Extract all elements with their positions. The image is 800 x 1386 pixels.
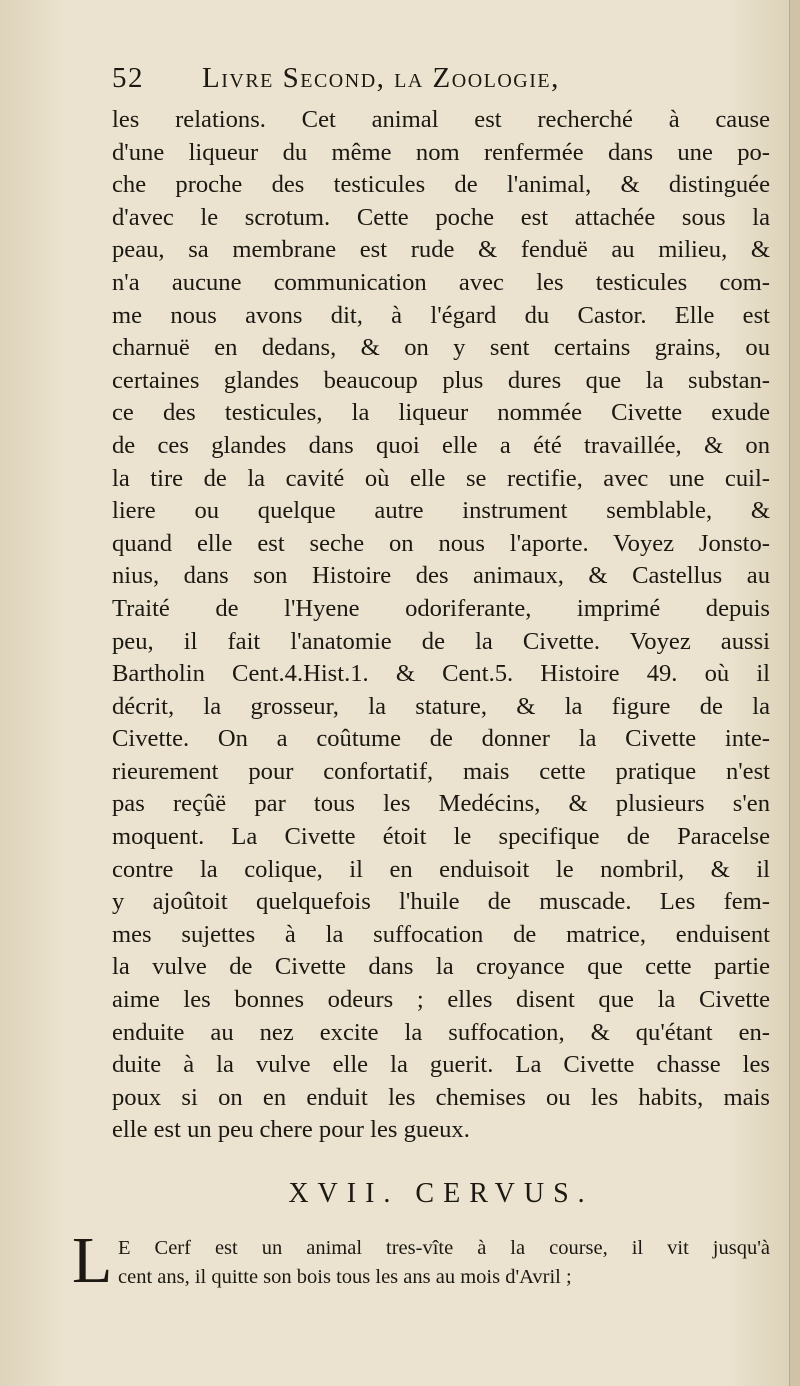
text-line: n'a aucune communication avec les testicules com- bbox=[112, 268, 770, 296]
text-line: certaines glandes beaucoup plus dures que la substan- bbox=[112, 366, 770, 394]
text-line: me nous avons dit, à l'égard du Castor. Elle est bbox=[112, 301, 770, 329]
text-line: mes sujettes à la suffocation de matrice, enduisent bbox=[112, 920, 770, 948]
text-line: poux si on en enduit les chemises ou les habits, mais bbox=[112, 1083, 770, 1111]
text-line: cent ans, il quitte son bois tous les ans au mois d'Avril ; bbox=[118, 1266, 572, 1288]
paragraph-cervus bbox=[118, 1234, 770, 1292]
text-line: d'une liqueur du même nom renfermée dans une po- bbox=[112, 138, 770, 166]
text-line: pas reçûë par tous les Medécins, & plusieurs s'en bbox=[112, 790, 770, 818]
text-line: che proche des testicules de l'animal, & distinguée bbox=[112, 171, 770, 199]
text-line: peu, il fait l'anatomie de la Civette. Voyez aussi bbox=[112, 627, 770, 655]
text-line: d'avec le scrotum. Cette poche est attachée sous la bbox=[112, 203, 770, 231]
text-line: y ajoûtoit quelquefois l'huile de muscade. Les fem- bbox=[112, 888, 770, 916]
text-line: de ces glandes dans quoi elle a été travaillée, & on bbox=[112, 431, 770, 459]
text-line: contre la colique, il en enduisoit le nombril, & il bbox=[112, 855, 770, 883]
text-line: rieurement pour confortatif, mais cette pratique n'est bbox=[112, 757, 770, 785]
text-line: quand elle est seche on nous l'aporte. Voyez Jonsto- bbox=[112, 529, 770, 557]
text-line: duite à la vulve elle la guerit. La Civette chasse les bbox=[112, 1051, 770, 1079]
text-line: charnuë en dedans, & on y sent certains grains, ou bbox=[112, 334, 770, 362]
running-title: Livre Second, la Zoologie, bbox=[202, 62, 560, 94]
text-line: la tire de la cavité où elle se rectifie, avec une cuil- bbox=[112, 464, 770, 492]
text-line: elle est un peu chere pour les gueux. bbox=[112, 1116, 470, 1144]
section-title: XVII. CERVUS. bbox=[288, 1178, 594, 1209]
page-number: 52 bbox=[112, 62, 144, 94]
text-line: peau, sa membrane est rude & fenduë au milieu, & bbox=[112, 236, 770, 264]
text-line: ce des testicules, la liqueur nommée Civette exude bbox=[112, 399, 770, 427]
text-line: moquent. La Civette étoit le specifique de Paracelse bbox=[112, 823, 770, 851]
running-header bbox=[112, 62, 672, 102]
text-line: nius, dans son Histoire des animaux, & Castellus au bbox=[112, 562, 770, 590]
text-line: Traité de l'Hyene odoriferante, imprimé depuis bbox=[112, 594, 770, 622]
text-line: E Cerf est un animal tres-vîte à la course, il vit jusqu'à bbox=[118, 1237, 770, 1259]
text-line: liere ou quelque autre instrument semblable, & bbox=[112, 497, 770, 525]
paragraph-civette bbox=[112, 104, 770, 1147]
drop-cap: L bbox=[72, 1224, 113, 1297]
text-line: Civette. On a coûtume de donner la Civette inte- bbox=[112, 725, 770, 753]
text-line: enduite au nez excite la suffocation, & qu'étant en- bbox=[112, 1018, 770, 1046]
text-line: décrit, la grosseur, la stature, & la figure de la bbox=[112, 692, 770, 720]
text-line: la vulve de Civette dans la croyance que cette partie bbox=[112, 953, 770, 981]
text-line: Bartholin Cent.4.Hist.1. & Cent.5. Histoire 49. où il bbox=[112, 660, 770, 688]
text-line: les relations. Cet animal est recherché à cause bbox=[112, 106, 770, 133]
page-edge bbox=[789, 0, 800, 1386]
text-line: aime les bonnes odeurs ; elles disent que la Civette bbox=[112, 986, 770, 1014]
